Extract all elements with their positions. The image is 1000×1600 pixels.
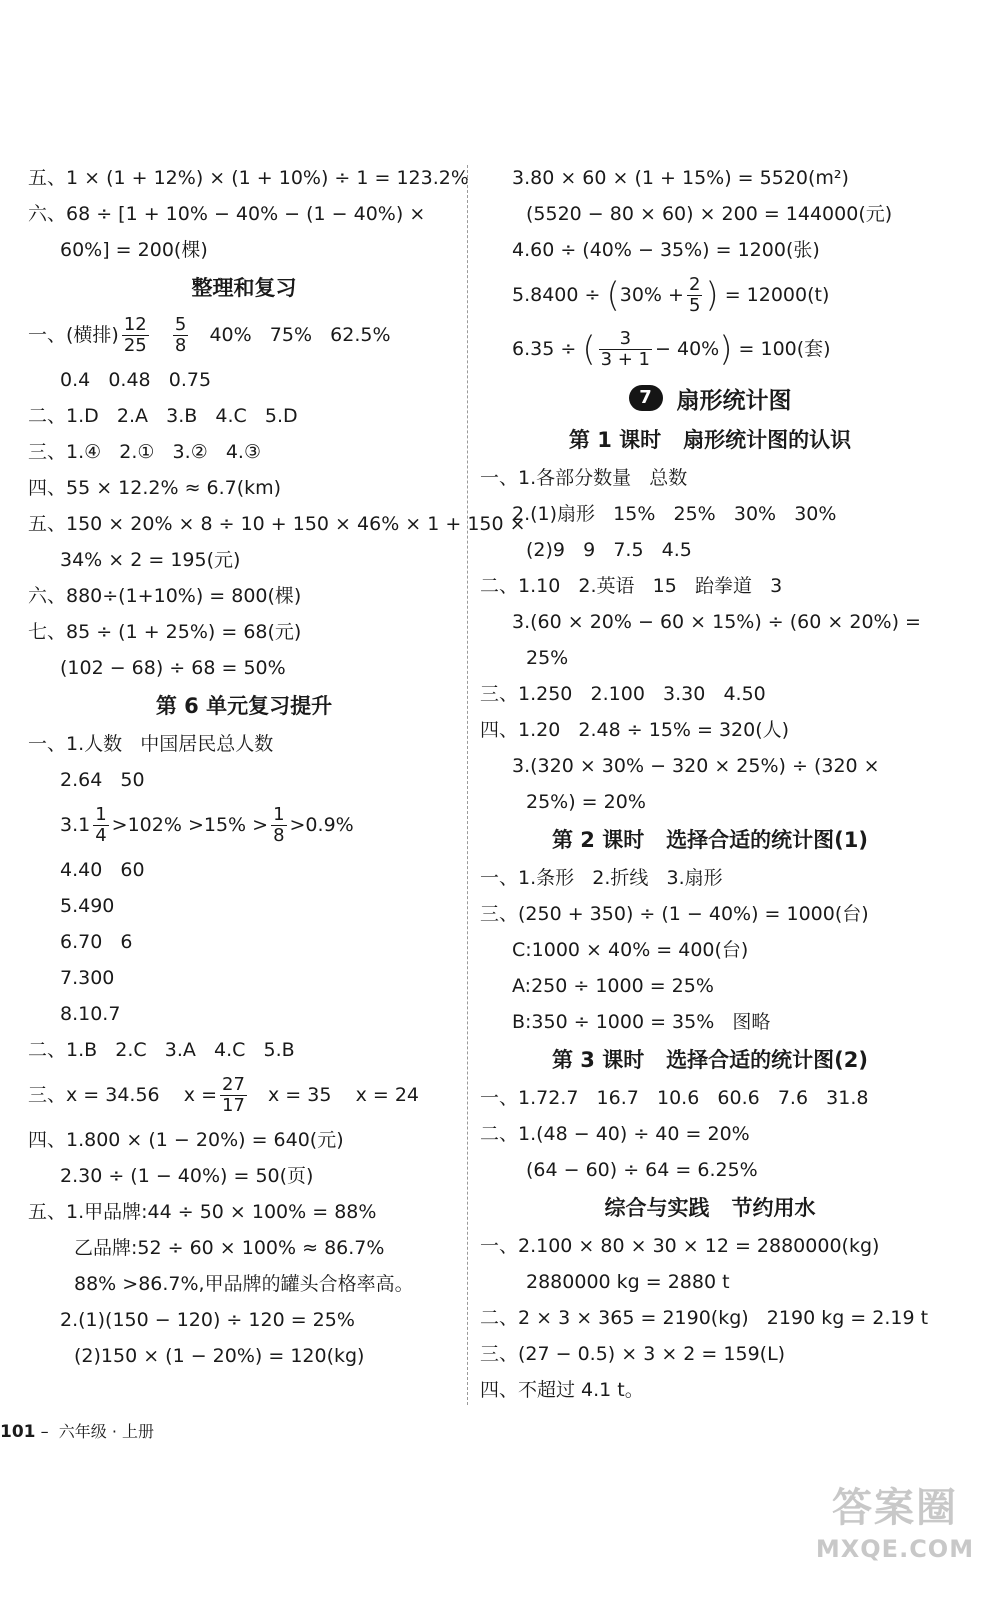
numerator: 2 [688, 274, 701, 295]
denominator: 25 [123, 335, 147, 356]
answer-line: 四、1.800 × (1 − 20%) = 640(元) [28, 1129, 344, 1151]
unit-number-badge: 7 [629, 385, 663, 411]
answer-line: 2.64 50 [60, 769, 145, 791]
fraction [173, 315, 188, 356]
answer-line: (2)150 × (1 − 20%) = 120(kg) [74, 1345, 365, 1367]
answer-line: 2880000 kg = 2880 t [526, 1271, 730, 1293]
numerator: 12 [123, 314, 147, 335]
answer-line: 3.(320 × 30% − 320 × 25%) ÷ (320 × [512, 755, 880, 777]
answer-line: 三、1.250 2.100 3.30 4.50 [480, 683, 766, 705]
answer-line: A:250 ÷ 1000 = 25% [512, 975, 714, 997]
answer-line: 2.(1)(150 − 120) ÷ 120 = 25% [60, 1309, 355, 1331]
answer-line: 三、(250 + 350) ÷ (1 − 40%) = 1000(台) [480, 903, 869, 925]
right-paren: ) [719, 329, 733, 370]
left-paren: ( [606, 275, 620, 316]
section-heading: 第 2 课时 选择合适的统计图(1) [552, 828, 868, 852]
answer-line: 二、2 × 3 × 365 = 2190(kg) 2190 kg = 2.19 t [480, 1307, 929, 1329]
answer-line: 60%] = 200(棵) [60, 239, 208, 261]
fraction [122, 315, 149, 356]
answer-text: = 100(套) [732, 338, 831, 360]
answer-line: 7.300 [60, 967, 115, 989]
answer-line: 四、不超过 4.1 t。 [480, 1379, 644, 1401]
numerator: 5 [174, 314, 187, 335]
right-paren: ) [705, 275, 719, 316]
answer-line: 二、1.10 2.英语 15 跆拳道 3 [480, 575, 783, 597]
answer-line: 一、1.各部分数量 总数 [480, 467, 688, 489]
answer-line: 一、1.条形 2.折线 3.扇形 [480, 867, 723, 889]
answer-line: 三、1.④ 2.① 3.② 4.③ [28, 441, 262, 463]
answer-line: 二、1.D 2.A 3.B 4.C 5.D [28, 405, 298, 427]
answer-line: 3.(60 × 20% − 60 × 15%) ÷ (60 × 20%) = [512, 611, 921, 633]
fraction [271, 805, 286, 846]
answer-line: B:350 ÷ 1000 = 35% 图略 [512, 1011, 771, 1033]
answer-line: 三、(27 − 0.5) × 3 × 2 = 159(L) [480, 1343, 786, 1365]
left-column [28, 160, 526, 1374]
answer-line: 8.10.7 [60, 1003, 121, 1025]
answer-line-fractions [28, 1068, 460, 1122]
answer-line: 34% × 2 = 195(元) [60, 549, 241, 571]
answer-line: 六、880÷(1+10%) = 800(棵) [28, 585, 302, 607]
answer-text: >0.9% [289, 814, 354, 836]
answer-line-fractions [480, 322, 940, 376]
section-heading: 第 3 课时 选择合适的统计图(2) [552, 1048, 868, 1072]
answer-line: 四、55 × 12.2% ≈ 6.7(km) [28, 477, 282, 499]
answer-text: 5.8400 ÷ [512, 284, 607, 306]
answer-line: (64 − 60) ÷ 64 = 6.25% [526, 1159, 758, 1181]
answer-line: 四、1.20 2.48 ÷ 15% = 320(人) [480, 719, 790, 741]
page-footer [0, 1418, 154, 1446]
watermark-url: MXQE.COM [815, 1535, 975, 1563]
answer-text: = 12000(t) [718, 284, 830, 306]
section-heading: 整理和复习 [191, 276, 297, 300]
section-heading: 第 6 单元复习提升 [155, 694, 333, 718]
denominator: 8 [273, 825, 285, 846]
section-heading: 综合与实践 节约用水 [604, 1196, 816, 1220]
denominator: 4 [95, 825, 107, 846]
answer-line: 4.40 60 [60, 859, 145, 881]
answer-line: 七、85 ÷ (1 + 25%) = 68(元) [28, 621, 302, 643]
answer-line: 二、1.(48 − 40) ÷ 40 = 20% [480, 1123, 750, 1145]
unit-title: 扇形统计图 [676, 387, 792, 414]
answer-line: 5.490 [60, 895, 115, 917]
answer-text: 6.35 ÷ [512, 338, 583, 360]
answer-text: − 40% [655, 338, 720, 360]
answer-line-fractions [28, 308, 460, 362]
answer-line: 一、1.72.7 16.7 10.6 60.6 7.6 31.8 [480, 1087, 869, 1109]
numerator: 27 [222, 1074, 245, 1095]
grade-label: 六年级 · 上册 [58, 1422, 155, 1441]
answer-line: 4.60 ÷ (40% − 35%) = 1200(张) [512, 239, 820, 261]
column-divider [467, 165, 468, 1405]
answer-line: (102 − 68) ÷ 68 = 50% [60, 657, 286, 679]
answer-line: C:1000 × 40% = 400(台) [512, 939, 749, 961]
watermark-logo [810, 1482, 980, 1582]
answer-line: 0.4 0.48 0.75 [60, 369, 212, 391]
answer-line: 六、68 ÷ [1 + 10% − 40% − (1 − 40%) × [28, 203, 426, 225]
answer-text: 40% 75% 62.5% [209, 324, 391, 346]
answer-line: 25%) = 20% [526, 791, 646, 813]
fraction [687, 275, 702, 316]
fraction [599, 329, 652, 370]
answer-line: 88% >86.7%,甲品牌的罐头合格率高。 [74, 1273, 414, 1295]
answer-line-fractions [28, 798, 460, 852]
answer-line: 乙品牌:52 ÷ 60 × 100% ≈ 86.7% [74, 1237, 385, 1259]
watermark-title: 答案圈 [832, 1485, 958, 1531]
answer-line: (2)9 9 7.5 4.5 [526, 539, 692, 561]
answer-text: x = 35 x = 24 [249, 1084, 420, 1106]
left-paren: ( [582, 329, 596, 370]
denominator: 5 [688, 295, 701, 316]
answer-text: >102% >15% > [111, 814, 269, 836]
answer-line: 五、1.甲品牌:44 ÷ 50 × 100% = 88% [28, 1201, 377, 1223]
denominator: 3 + 1 [600, 349, 651, 370]
fraction [93, 805, 108, 846]
answer-text: 一、(横排) [28, 324, 119, 346]
unit-heading [480, 376, 940, 420]
footer-dash: – [35, 1422, 59, 1441]
answer-line: (5520 − 80 × 60) × 200 = 144000(元) [526, 203, 893, 225]
answer-line: 6.70 6 [60, 931, 133, 953]
numerator: 1 [95, 804, 107, 825]
right-column [480, 160, 940, 1408]
answer-line: 一、2.100 × 80 × 30 × 12 = 2880000(kg) [480, 1235, 880, 1257]
answer-line: 25% [526, 647, 569, 669]
answer-line: 2.30 ÷ (1 − 40%) = 50(页) [60, 1165, 314, 1187]
denominator: 8 [174, 335, 187, 356]
answer-line-fractions [480, 268, 940, 322]
answer-line: 2.(1)扇形 15% 25% 30% 30% [512, 503, 837, 525]
answer-text: 3.1 [60, 814, 91, 836]
answer-line: 五、1 × (1 + 12%) × (1 + 10%) ÷ 1 = 123.2% [28, 167, 469, 189]
answer-line: 五、150 × 20% × 8 ÷ 10 + 150 × 46% × 1 + 150 × [28, 513, 526, 535]
answer-line: 3.80 × 60 × (1 + 15%) = 5520(m²) [512, 167, 849, 189]
denominator: 17 [222, 1095, 245, 1116]
numerator: 3 [599, 329, 652, 350]
answer-text: 30% + [619, 284, 684, 306]
fraction [220, 1075, 247, 1116]
answer-line: 二、1.B 2.C 3.A 4.C 5.B [28, 1039, 295, 1061]
page-number: 101 [0, 1422, 36, 1442]
answer-text: 三、x = 34.56 x = [28, 1084, 217, 1106]
answer-line: 一、1.人数 中国居民总人数 [28, 733, 274, 755]
numerator: 1 [273, 804, 285, 825]
section-heading: 第 1 课时 扇形统计图的认识 [568, 428, 852, 452]
